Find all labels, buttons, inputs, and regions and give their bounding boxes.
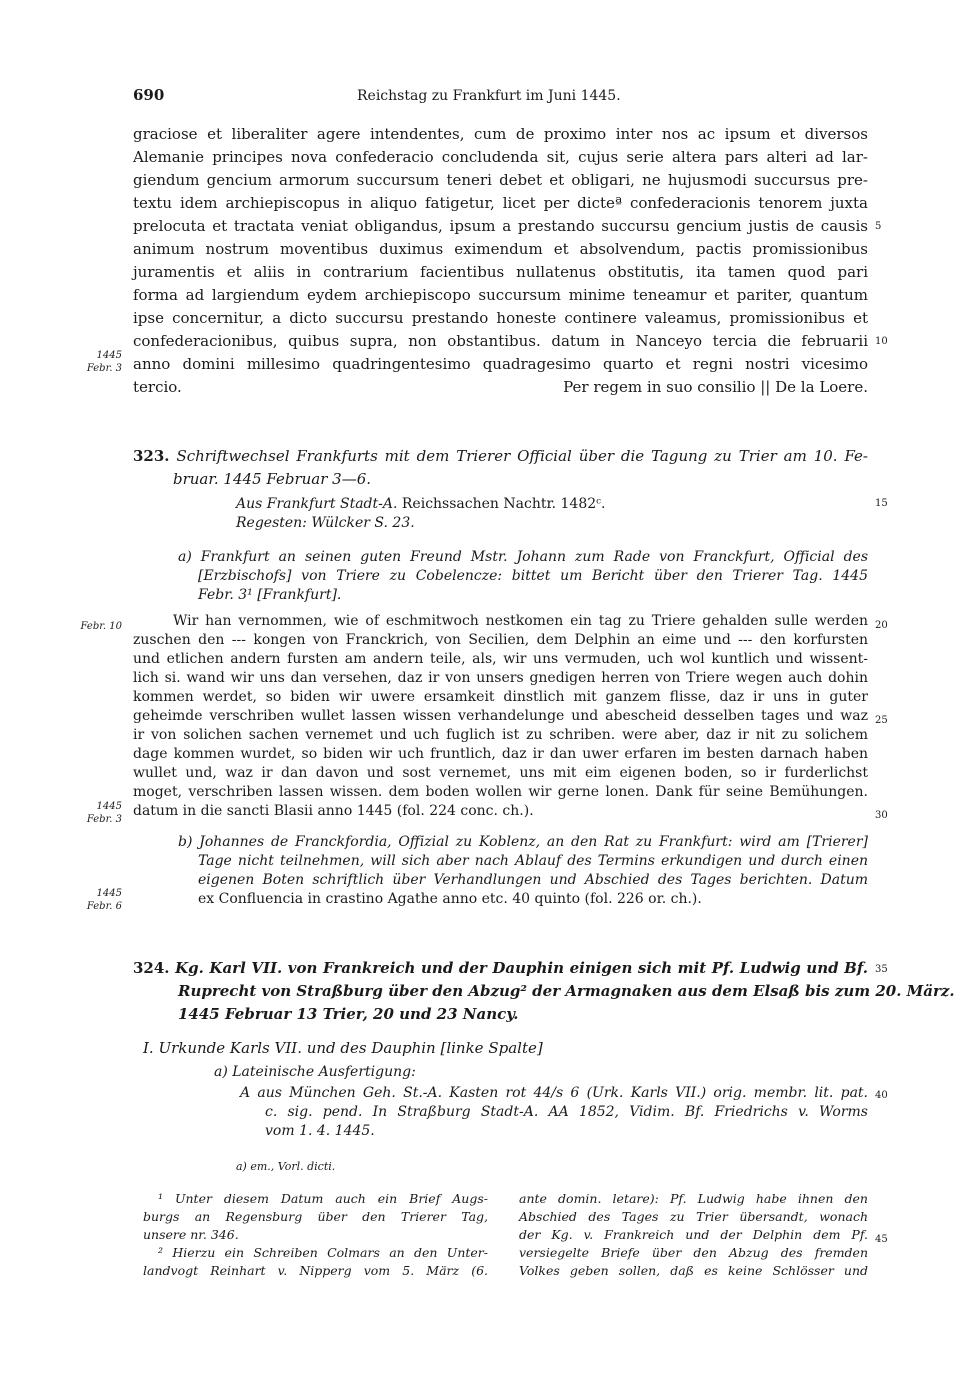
text-line: juramentis et aliis in contrarium facientibus nullatenus obstitutis, ita tamen quod pari: [133, 263, 868, 281]
section-title-line: bruar. 1445 Februar 3—6.: [173, 470, 372, 488]
line-number: 10: [875, 336, 888, 347]
letter-line: kommen werdet, so biden wir uwere ersamkeit dinstlich mit ganzem flisse, daz ir uns in guter: [133, 689, 868, 705]
source-line: vom 1. 4. 1445.: [265, 1123, 375, 1139]
section-323-heading: [133, 445, 868, 491]
letter-line: dage kommen wurdet, so biden wir uch fruntlich, daz ir dan uwer erfaren im besten darnach haben: [133, 746, 868, 762]
letter-line: datum in die sancti Blasii anno 1445 (fol. 224 conc. ch.).: [133, 803, 534, 819]
line-number: 45: [875, 1234, 888, 1245]
source-line: A aus München Geh. St.-A. Kasten rot 44/s 6 (Urk. Karls VII.) orig. membr. lit. pat.: [240, 1085, 868, 1101]
text-line: graciose et liberaliter agere intendentes, cum de proximo inter nos ac ipsum et diversos: [133, 125, 868, 143]
section-title-line: 323. Schriftwechsel Frankfurts mit dem Trierer Official über die Tagung zu Trier am 10. Fe-: [133, 447, 868, 465]
margin-date: 1445 Febr. 3: [86, 801, 122, 825]
footnotes-right-column: [519, 1190, 868, 1280]
section-324-sources: [240, 1084, 868, 1141]
footnote-line: ² Hierzu ein Schreiben Colmars an den Unter-: [158, 1245, 488, 1260]
section-323-letter: [133, 612, 868, 821]
section-324-subheading: [143, 1037, 868, 1060]
line-number: 40: [875, 1090, 888, 1101]
line-number: 15: [875, 498, 888, 509]
text-line: prelocuta et tractata veniat obligandus, ipsum a prestando succursu gencium justis de causis: [133, 217, 868, 235]
regesten-line: Regesten: Wülcker S. 23.: [236, 515, 415, 531]
letter-line: lich si. wand wir uns dan versehen, daz ir von unsers gnedigen herren von Triere wegen auch dohin: [133, 670, 868, 686]
regest-line: eigenen Boten schriftlich über Verhandlungen und Abschied des Tages berichten. Datum: [198, 872, 868, 888]
regest-line: Febr. 3¹ [Frankfurt].: [198, 587, 342, 603]
section-323-sources: [236, 495, 868, 533]
line-number: 5: [875, 221, 882, 232]
letter-line: moget, verschriben lassen wissen. dem boden wollen wir gerne lonen. Dank für seine Bemühungen.: [133, 784, 868, 800]
line-number: 35: [875, 964, 888, 975]
continuation-text: [133, 123, 868, 399]
textual-footnote: a) em., Vorl. dicti.: [236, 1160, 336, 1173]
section-323-regest-a: [178, 548, 868, 605]
margin-date: 1445 Febr. 3: [86, 350, 122, 374]
text-line: forma ad largiendum eydem archiepiscopo succursum minime teneamur et pariter, quantum: [133, 286, 868, 304]
footnote-line: ¹ Unter diesem Datum auch ein Brief Augs-: [158, 1191, 488, 1206]
footnote-line: Volkes geben sollen, daß es keine Schlösser und: [519, 1263, 868, 1278]
text-line: animum nostrum moventibus duximus eximendum et absolvendum, pactis promissionibus: [133, 240, 868, 258]
section-number: 324.: [133, 959, 170, 977]
footnote-line: versiegelte Briefe über den Abzug des fremden: [519, 1245, 868, 1260]
footnote-line: der Kg. v. Frankreich und der Delphin dem Pf.: [519, 1227, 868, 1242]
running-title: Reichstag zu Frankfurt im Juni 1445.: [357, 88, 621, 104]
section-324-subheading-a: [214, 1063, 868, 1082]
letter-line: zuschen den --- kongen von Franckrich, von Secilien, dem Delphin an eime und --- den korfursten: [133, 632, 868, 648]
footnote-line: ante domin. letare): Pf. Ludwig habe ihnen den: [519, 1191, 868, 1206]
text-line: textu idem archiepiscopus in aliquo fatigetur, licet per dicteª confederacionis tenorem juxta: [133, 194, 868, 212]
section-title-line: Ruprecht von Straßburg über den Abzug² der Armagnaken aus dem Elsaß bis zum 20. März.: [178, 982, 955, 1000]
footnote-line: burgs an Regensburg über den Trierer Tag,: [143, 1209, 488, 1224]
letter-line: Wir han vernommen, wie of eschmitwoch nestkomen ein tag zu Triere gehalden sulle werden: [173, 613, 868, 629]
line-number: 20: [875, 620, 888, 631]
margin-date: 1445 Febr. 6: [86, 888, 122, 912]
text-line: anno domini millesimo quadringentesimo quadragesimo quarto et regni nostri vicesimo: [133, 355, 868, 373]
margin-date: Febr. 10: [80, 621, 122, 632]
text-line: ipse concernitur, a dicto succursu prestando honeste continere valeamus, promissionibus et: [133, 309, 868, 327]
section-title-line: 1445 Februar 13 Trier, 20 und 23 Nancy.: [178, 1005, 519, 1023]
text-line: [133, 376, 868, 399]
signature-line: Per regem in suo consilio || De la Loere.: [563, 378, 868, 396]
source-line: Aus Frankfurt Stadt-A. Reichssachen Nachtr. 1482ᶜ.: [236, 496, 606, 512]
footnote-line: unsere nr. 346.: [143, 1227, 239, 1242]
letter-line: und etlichen andern fursten am andern teile, als, wir uns vermuden, uch wol kuntlich und wissent-: [133, 651, 868, 667]
letter-line: ir von solichen sachen vernemet und uch fuglich ist zu schriben. were aber, daz ir nit zu solichem: [133, 727, 868, 743]
regest-line: ex Confluencia in crastino Agathe anno etc. 40 quinto (fol. 226 or. ch.).: [198, 891, 702, 907]
letter-line: wullet und, waz ir dan davon und sost vernemet, uns mit eim eigenen boden, so ir furderlichst: [133, 765, 868, 781]
letter-line: geheimde verschriben wullet lassen wissen verhandelunge und abescheid desselben tages und waz: [133, 708, 868, 724]
subheading-line: a) Lateinische Ausfertigung:: [214, 1064, 416, 1080]
text-line: giendum gencium armorum succursum teneri debet et obligari, ne hujusmodi succursus pre-: [133, 171, 868, 189]
footnote-line: Abschied des Tages zu Trier übersandt, wonach: [519, 1209, 868, 1224]
line-number: 30: [875, 810, 888, 821]
footnote-line: landvogt Reinhart v. Nipperg vom 5. März (6.: [143, 1263, 488, 1278]
regest-line: Tage nicht teilnehmen, will sich aber nach Ablauf des Termins erkundigen und durch einen: [198, 853, 868, 869]
regest-line: [Erzbischofs] von Triere zu Cobelencze: bittet um Bericht über den Trierer Tag. 1445: [198, 568, 868, 584]
line-number: 25: [875, 715, 888, 726]
section-number: 323.: [133, 447, 170, 465]
footnotes-left-column: [143, 1190, 488, 1280]
source-line: c. sig. pend. In Straßburg Stadt-A. AA 1852, Vidim. Bf. Friedrichs v. Worms: [265, 1104, 868, 1120]
regest-line: a) Frankfurt an seinen guten Freund Mstr. Johann zum Rade von Franckfurt, Official des: [178, 549, 868, 565]
subheading-line: I. Urkunde Karls VII. und des Dauphin [linke Spalte]: [143, 1039, 543, 1057]
section-title-line: 324. Kg. Karl VII. von Frankreich und der Dauphin einigen sich mit Pf. Ludwig und Bf.: [133, 959, 868, 977]
closing-word: tercio.: [133, 378, 182, 396]
regest-line: b) Johannes de Franckfordia, Offizial zu Koblenz, an den Rat zu Frankfurt: wird am [Trierer]: [178, 834, 868, 850]
text-line: Alemanie principes nova confederacio concludenda sit, cujus serie altera pars alteri ad lar-: [133, 148, 868, 166]
text-line: confederacionibus, quibus supra, non obstantibus. datum in Nanceyo tercia die februarii: [133, 332, 868, 350]
page-number: 690: [133, 86, 165, 104]
section-323-regest-b: [178, 833, 868, 909]
